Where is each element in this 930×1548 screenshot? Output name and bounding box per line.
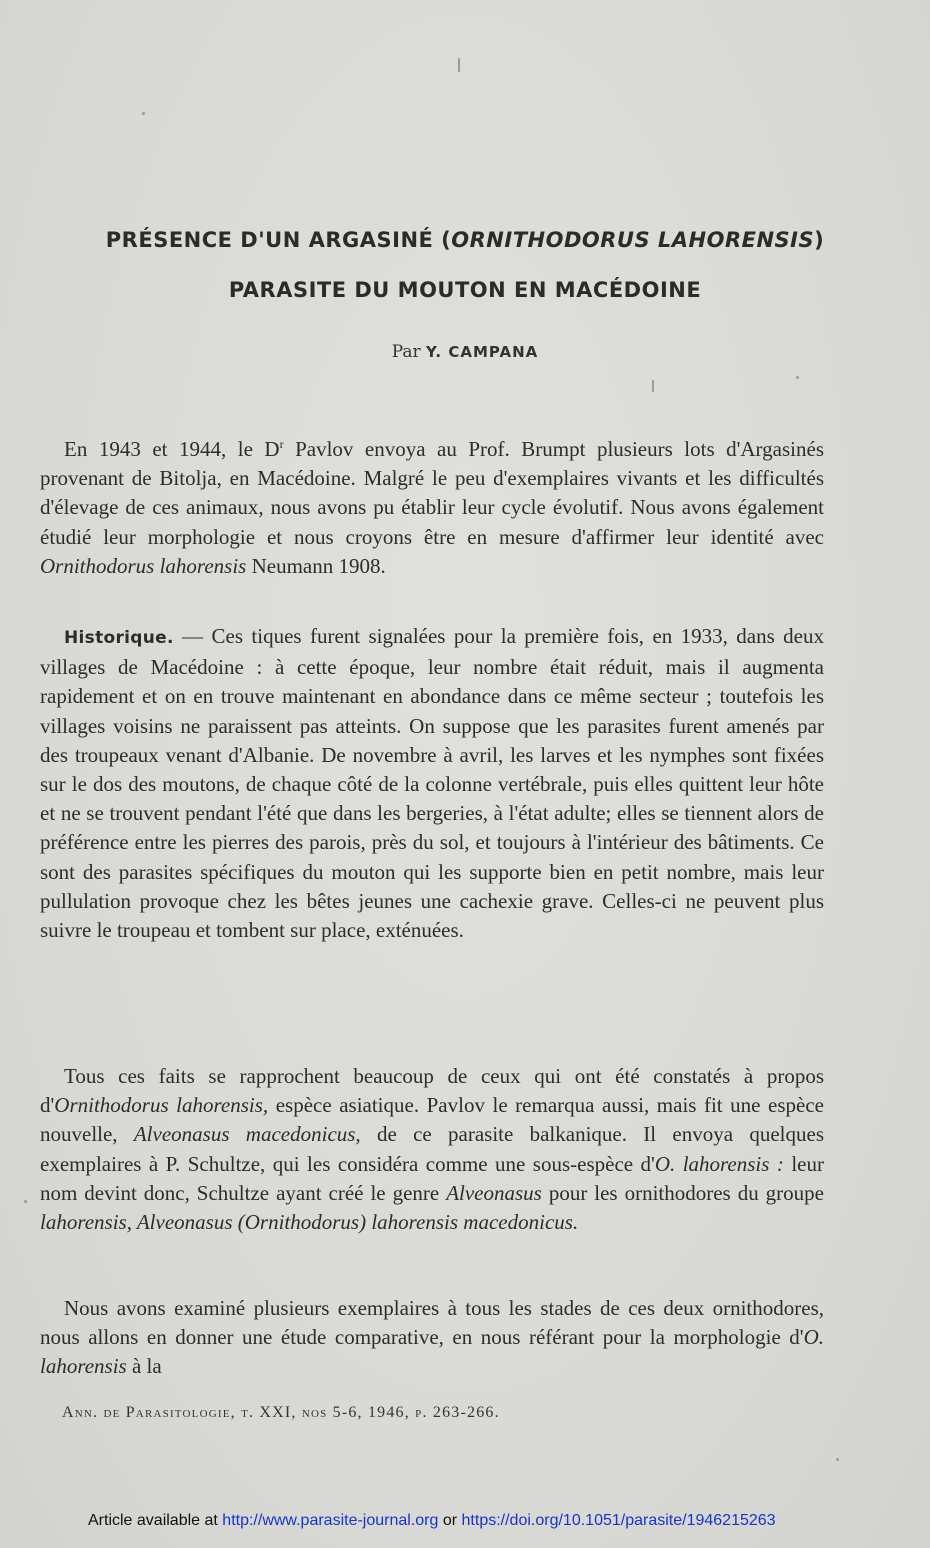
- text-run: Pavlov envoya au Prof. Brumpt plusieurs lots d'Argasinés provenant de Bitolja, en Macédoine. Malgré le peu d'exemplaires vivants et les difficultés d'élevage de ces animaux, nous avons pu établir leur cycle évolutif. Nous avons également étudié leur morphologie et nous croyons être en mesure d'affirmer leur identité avec: [40, 437, 824, 549]
- species-name: Alveonasus macedonicus,: [133, 1122, 361, 1147]
- journal-link[interactable]: http://www.parasite-journal.org: [222, 1512, 439, 1529]
- text-run: En 1943 et 1944, le D: [64, 437, 280, 461]
- author-name: Y. CAMPANA: [426, 343, 539, 361]
- title-suffix: ): [814, 228, 825, 252]
- paragraph-intro: [40, 430, 824, 581]
- section-heading-historique: Historique.: [64, 628, 174, 648]
- text-run: espèce asiatique. Pavlov le remarqua aussi, mais fit une espèce nouvelle,: [40, 1093, 824, 1147]
- superscript: r: [279, 437, 284, 451]
- availability-notice: [88, 1512, 776, 1530]
- scan-speck: [836, 1458, 839, 1461]
- text-run: leur nom devint donc, Schultze ayant créé le genre: [40, 1151, 824, 1205]
- paragraph-comparison: [40, 1062, 824, 1237]
- byline-prefix: Par: [391, 342, 427, 362]
- species-name: Alveonasus: [446, 1180, 542, 1205]
- text-run: Neumann 1908.: [246, 553, 386, 578]
- scan-speck: [796, 376, 799, 379]
- scan-speck: [24, 1200, 27, 1203]
- scan-speck: [458, 58, 460, 72]
- title-prefix: PRÉSENCE D'UN ARGASINÉ (: [105, 228, 452, 252]
- article-title-line-2: PARASITE DU MOUTON EN MACÉDOINE: [228, 278, 702, 302]
- scan-speck: [142, 112, 145, 115]
- article-title-line-1: [0, 228, 930, 252]
- journal-reference: Ann. de Parasitologie, t. XXI, nos 5-6, 1946, p. 263-266.: [62, 1404, 500, 1421]
- byline: [0, 342, 930, 362]
- species-name: O. lahorensis: [40, 1325, 824, 1379]
- text-run: — Ces tiques furent signalées pour la première fois, en 1933, dans deux villages de Macédoine : à cette époque, leur nombre était réduit, mais il augmenta rapidement et on en trouve maintenant en abondance dans ce même secteur ; toutefois les villages voisins ne paraissent pas atteints. On suppose que les parasites furent amenés par des troupeaux venant d'Albanie. De novembre à avril, les larves et les nymphes sont fixées sur le dos des moutons, de chaque côté de la colonne vertébrale, puis elles quittent leur hôte et ne se trouvent pendant l'été que dans les bergeries, à l'état adulte; elles se tiennent alors de préférence entre les pierres des parois, près du sol, et toujours à l'intérieur des bâtiments. Ce sont des parasites spécifiques du mouton qui les supporte bien en petit nombre, mais leur pullulation provoque chez les bêtes jeunes une cachexie grave. Celles-ci ne peuvent plus suivre le troupeau et tombent sur place, exténuées.: [40, 624, 824, 943]
- species-name: Ornithodorus lahorensis,: [54, 1093, 269, 1118]
- availability-mid: or: [438, 1512, 462, 1529]
- text-run: à la: [126, 1354, 162, 1379]
- text-run: Nous avons examiné plusieurs exemplaires à tous les stades de ces deux ornithodores, nous allons en donner une étude comparative, en nous référant pour la morphologie d': [40, 1296, 824, 1350]
- paragraph-historique: [40, 622, 824, 945]
- doi-link[interactable]: https://doi.org/10.1051/parasite/1946215263: [461, 1512, 776, 1529]
- title-species-name: ORNITHODORUS LAHORENSIS: [451, 228, 815, 252]
- species-name: Ornithodorus lahorensis: [40, 553, 247, 578]
- text-run: pour les ornithodores du groupe: [541, 1180, 824, 1205]
- text-run: Tous ces faits se rapprochent beaucoup de ceux qui ont été constatés à propos d': [40, 1064, 824, 1118]
- species-name: lahorensis, Alveonasus (Ornithodorus) lahorensis macedonicus.: [40, 1210, 579, 1235]
- text-run: de ce parasite balkanique. Il envoya quelques exemplaires à P. Schultze, qui les considéra comme une sous-espèce d': [40, 1122, 824, 1176]
- paragraph-study: [40, 1294, 824, 1382]
- species-name: O. lahorensis :: [654, 1151, 784, 1176]
- scan-speck: [652, 380, 654, 392]
- availability-prefix: Article available at: [88, 1512, 223, 1529]
